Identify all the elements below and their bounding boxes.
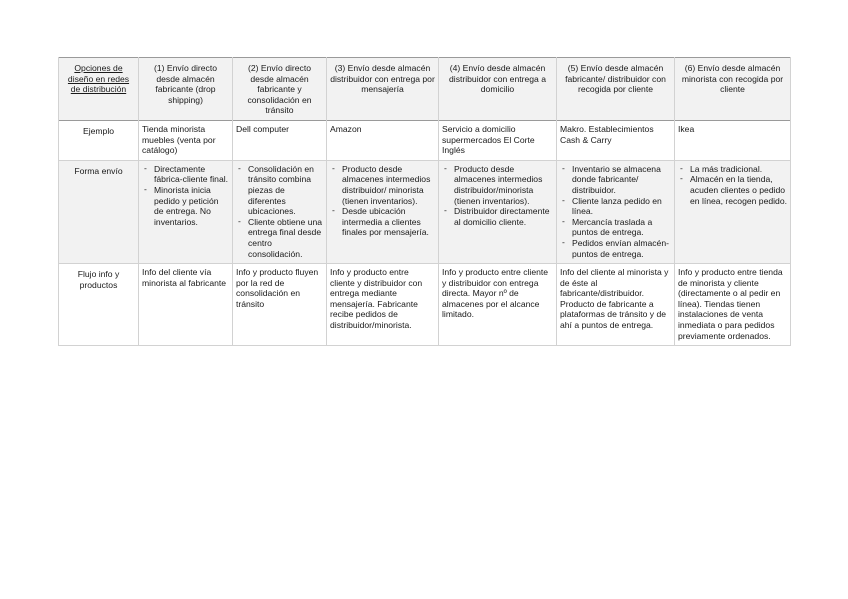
list-item: ‐ Desde ubicación intermedia a clientes finales por mensajería.	[342, 206, 435, 238]
list-item: ‐ Cliente lanza pedido en línea.	[572, 196, 671, 217]
bullet-list	[560, 164, 671, 259]
list-item: ‐ Almacén en la tienda, acuden clientes o pedido en línea, recogen pedido.	[690, 174, 787, 206]
column-header: (5) Envío desde almacén fabricante/ distribuidor con recogida por cliente	[557, 58, 675, 121]
list-item: ‐ Producto desde almacenes intermedios distribuidor/ minorista (tienen inventarios).	[342, 164, 435, 206]
table-cell	[675, 160, 791, 263]
table-cell: Dell computer	[233, 120, 327, 160]
table-cell: Info y producto entre cliente y distribuidor con entrega directa. Mayor nº de almacenes por el alcance limitado.	[439, 264, 557, 346]
list-item: ‐ Consolidación en tránsito combina piezas de diferentes ubicaciones.	[248, 164, 323, 217]
list-item: ‐ Inventario se almacena donde fabricante/ distribuidor.	[572, 164, 671, 196]
table-cell: Amazon	[327, 120, 439, 160]
table-cell	[327, 160, 439, 263]
row-label: Ejemplo	[59, 120, 139, 160]
bullet-list	[678, 164, 787, 206]
table-cell: Info del cliente al minorista y de éste al fabricante/distribuidor. Producto de fabricante a plataformas de tránsito y de ahí a puntos de entrega.	[557, 264, 675, 346]
table-cell: Makro. Establecimientos Cash & Carry	[557, 120, 675, 160]
table-cell: Info y producto entre cliente y distribuidor con entrega mediante mensajería. Fabricante recibe pedidos de distribuidor/minorista.	[327, 264, 439, 346]
table-cell: Ikea	[675, 120, 791, 160]
table-row	[59, 120, 791, 160]
column-header: (6) Envío desde almacén minorista con recogida por cliente	[675, 58, 791, 121]
corner-header: Opciones de diseño en redes de distribución	[59, 58, 139, 121]
list-item: ‐ Cliente obtiene una entrega final desde centro consolidación.	[248, 217, 323, 259]
distribution-network-table	[58, 57, 791, 346]
table-row	[59, 160, 791, 263]
column-header: (3) Envío desde almacén distribuidor con entrega por mensajería	[327, 58, 439, 121]
column-header: (1) Envío directo desde almacén fabricante (drop shipping)	[139, 58, 233, 121]
list-item: ‐ Mercancía traslada a puntos de entrega.	[572, 217, 671, 238]
table-header-row	[59, 58, 791, 121]
table-cell	[557, 160, 675, 263]
list-item: ‐ Pedidos envían almacén-puntos de entrega.	[572, 238, 671, 259]
list-item: ‐ Distribuidor directamente al domicilio cliente.	[454, 206, 553, 227]
bullet-list	[442, 164, 553, 228]
bullet-list	[142, 164, 229, 228]
table-cell: Tienda minorista muebles (venta por catálogo)	[139, 120, 233, 160]
bullet-list	[236, 164, 323, 259]
table-cell: Info y producto fluyen por la red de consolidación en tránsito	[233, 264, 327, 346]
table-cell	[139, 160, 233, 263]
list-item: ‐ Directamente fábrica-cliente final.	[154, 164, 229, 185]
row-label: Flujo info y productos	[59, 264, 139, 346]
table-cell: Info y producto entre tienda de minorista y cliente (directamente o al pedir en línea). Tiendas tienen instalaciones de venta inmediata o para pedidos previamente ordenados.	[675, 264, 791, 346]
table-cell	[233, 160, 327, 263]
row-label: Forma envío	[59, 160, 139, 263]
table-cell	[439, 160, 557, 263]
list-item: ‐ La más tradicional.	[690, 164, 787, 175]
list-item: ‐ Minorista inicia pedido y petición de entrega. No inventarios.	[154, 185, 229, 227]
table-cell: Info del cliente vía minorista al fabricante	[139, 264, 233, 346]
column-header: (4) Envío desde almacén distribuidor con entrega a domicilio	[439, 58, 557, 121]
table-row	[59, 264, 791, 346]
list-item: ‐ Producto desde almacenes intermedios distribuidor/minorista (tienen inventarios).	[454, 164, 553, 206]
bullet-list	[330, 164, 435, 238]
column-header: (2) Envío directo desde almacén fabricante y consolidación en tránsito	[233, 58, 327, 121]
table-cell: Servicio a domicilio supermercados El Corte Inglés	[439, 120, 557, 160]
